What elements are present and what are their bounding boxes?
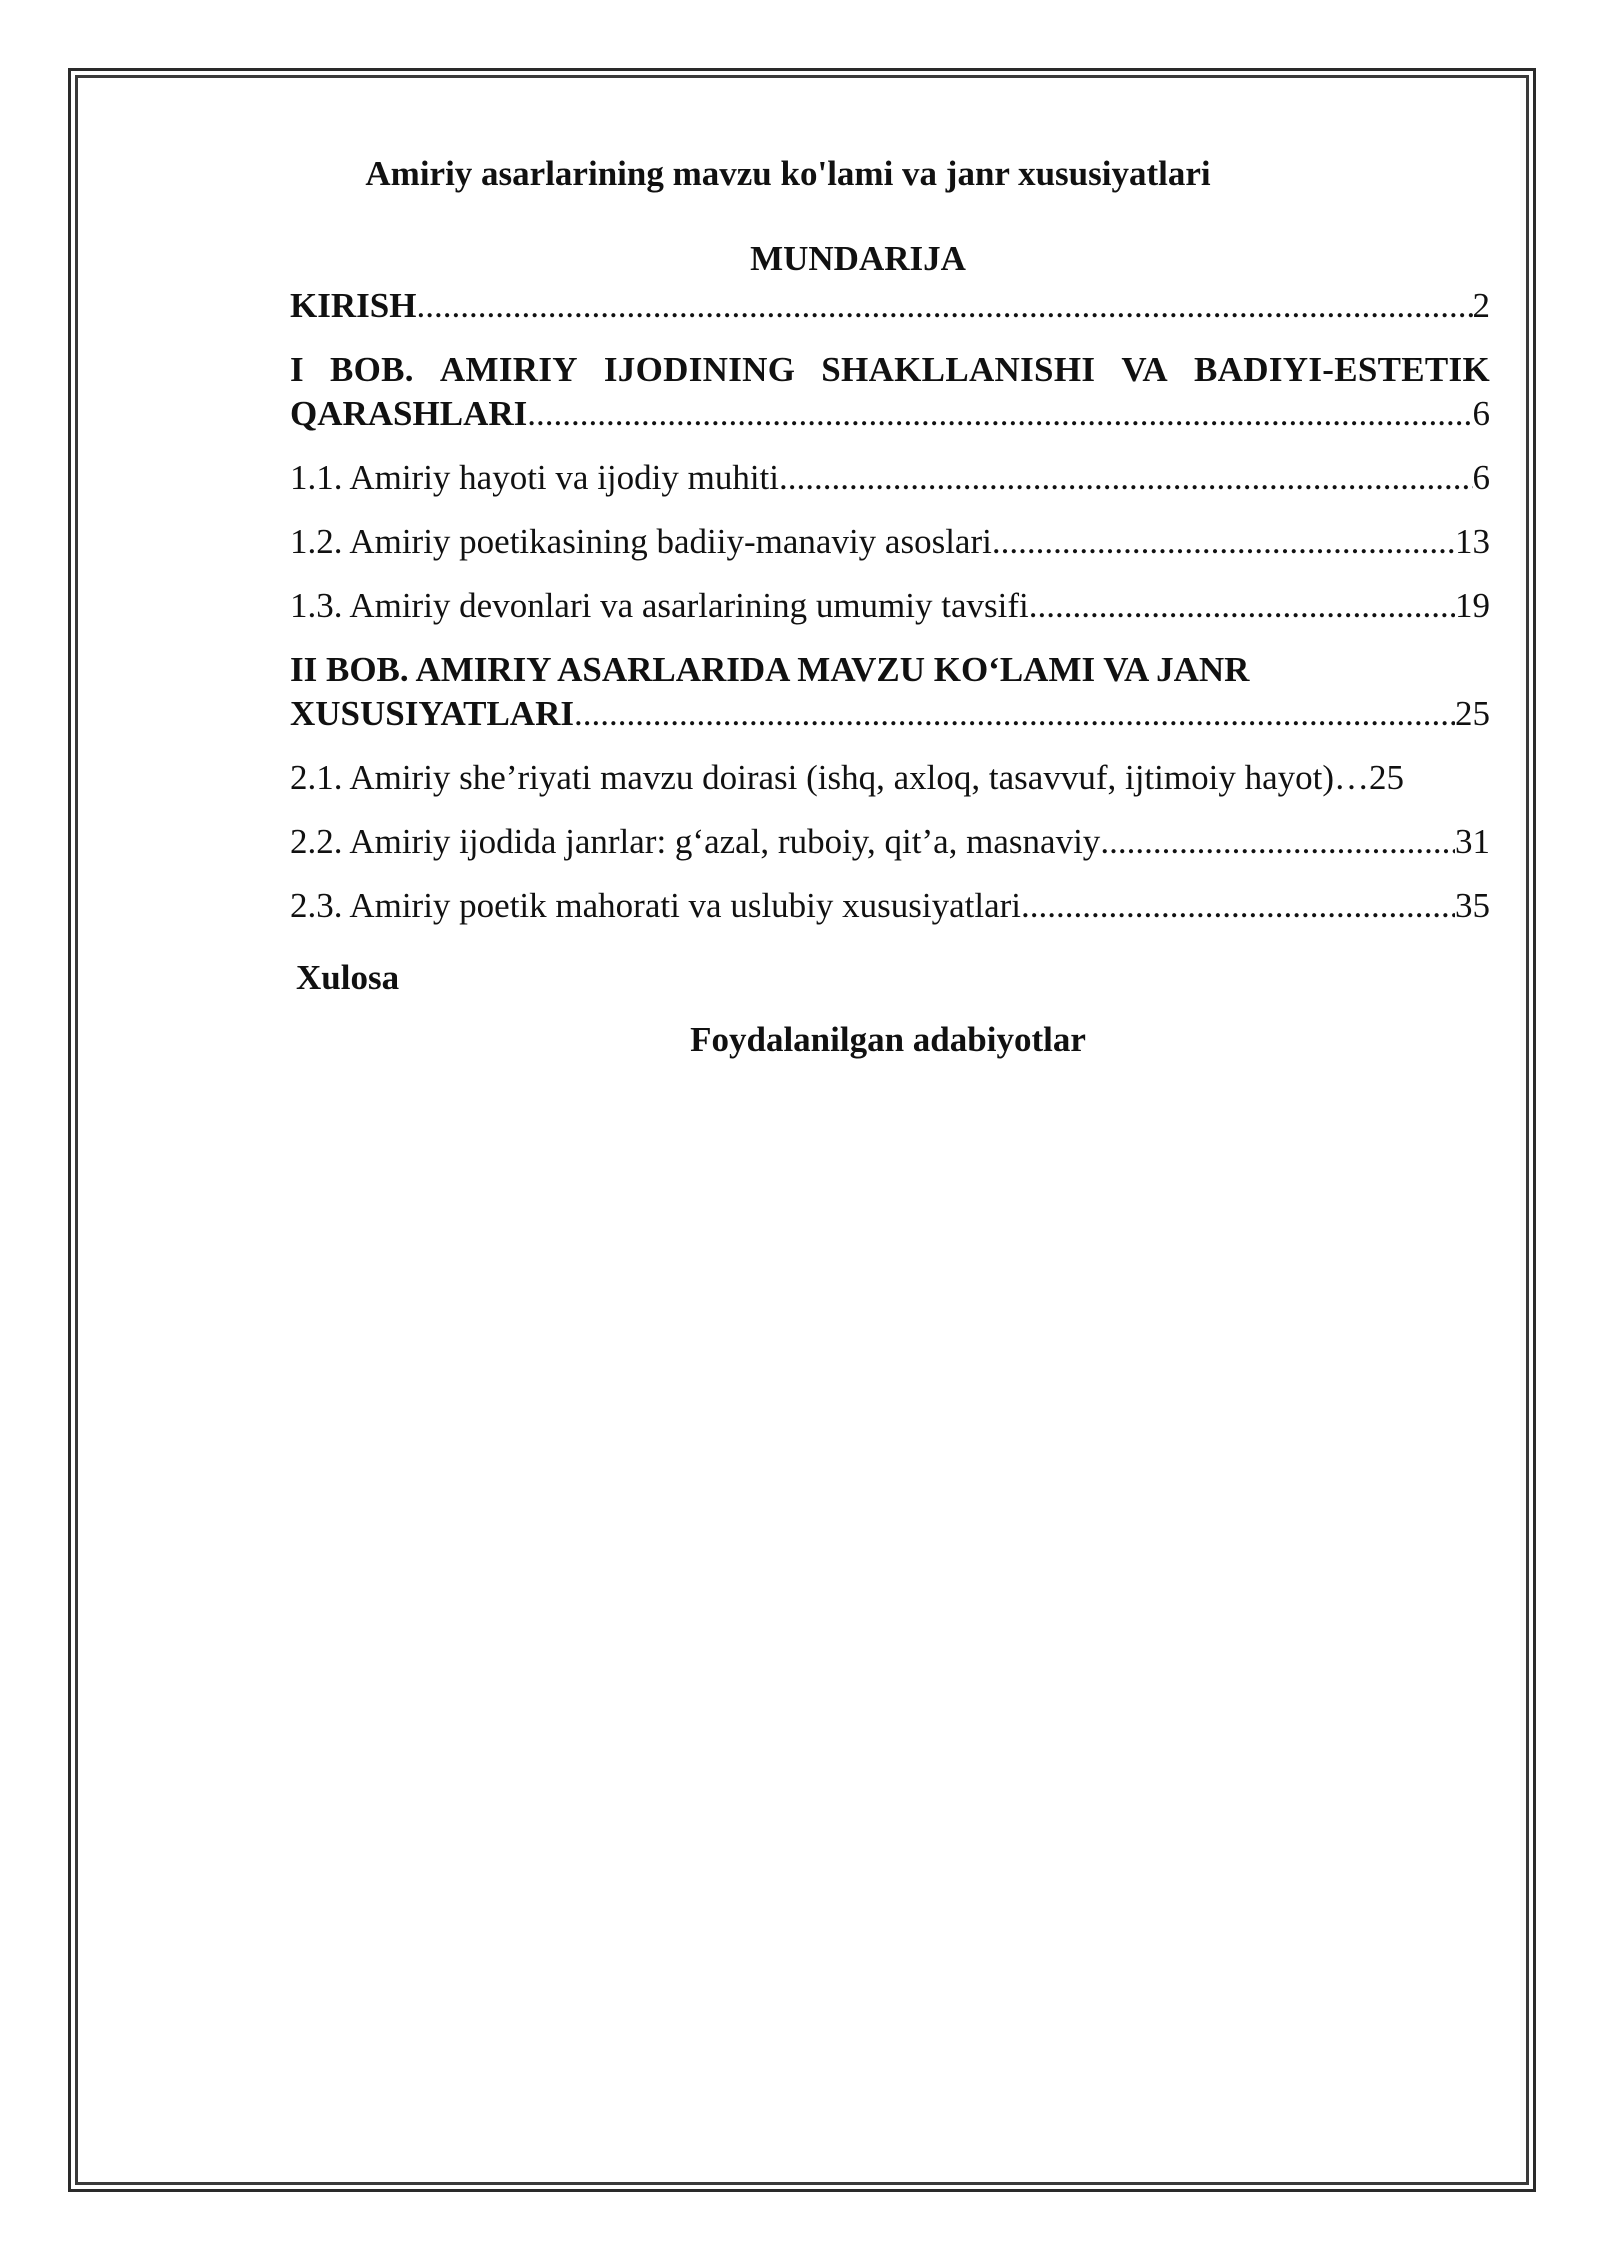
toc-page-number: 13 (1455, 522, 1490, 561)
dot-leader (992, 520, 1455, 564)
toc-entry-label: 1.1. Amiriy hayoti va ijodiy muhiti (290, 458, 780, 497)
toc-entry-label: KIRISH (290, 286, 417, 325)
toc-page-number: 6 (1472, 458, 1490, 497)
chapter-1-word: SHAKLLANISHI (821, 350, 1096, 389)
dot-leader (416, 284, 1472, 328)
toc-page-number: 31 (1455, 822, 1490, 861)
toc-page-number: 25 (1368, 758, 1404, 797)
toc-entry-section-1-1[interactable] (290, 456, 1490, 500)
dot-leader (574, 692, 1455, 736)
toc-entry-label: 2.1. Amiriy she’riyati mavzu doirasi (ishq, axloq, tasavvuf, ijtimoiy hayot) (290, 758, 1334, 797)
toc-page-number: 19 (1455, 586, 1490, 625)
toc-entry-conclusion[interactable]: Xulosa (296, 958, 400, 997)
toc-page-number: 25 (1455, 694, 1490, 733)
chapter-1-word: BOB. (329, 350, 414, 389)
toc-entry-label: 2.3. Amiriy poetik mahorati va uslubiy xususiyatlari (290, 886, 1022, 925)
toc-entry-section-1-2[interactable] (290, 520, 1490, 564)
toc-entry-intro[interactable] (290, 284, 1490, 328)
toc-entry-section-1-3[interactable] (290, 584, 1490, 628)
toc-entry-label: 1.2. Amiriy poetikasining badiiy-manaviy asoslari (290, 522, 992, 561)
chapter-1-word: IJODINING (603, 350, 796, 389)
toc-entry-section-2-1[interactable] (290, 756, 1490, 800)
toc-heading: MUNDARIJA (750, 239, 966, 278)
dot-leader (1100, 820, 1455, 864)
toc-entry-section-2-3[interactable] (290, 884, 1490, 928)
dot-leader (527, 392, 1472, 436)
toc-entry-label: XUSUSIYATLARI (290, 694, 574, 733)
toc-entry-references[interactable]: Foydalanilgan adabiyotlar (690, 1020, 1086, 1059)
chapter-1-title-line (290, 348, 1490, 392)
chapter-2-title-line-2 (290, 692, 1490, 736)
document-title: Amiriy asarlarining mavzu ko'lami va janr xususiyatlari (365, 154, 1211, 193)
table-of-contents (290, 284, 1490, 928)
dot-leader (1029, 584, 1455, 628)
chapter-1-title-line-2 (290, 392, 1490, 436)
toc-entry-label: QARASHLARI (290, 394, 528, 433)
toc-entry-label: 1.3. Amiriy devonlari va asarlarining umumiy tavsifi (290, 586, 1029, 625)
toc-entry-label: 2.2. Amiriy ijodida janrlar: g‘azal, ruboiy, qit’a, masnaviy (290, 822, 1101, 861)
chapter-1-word: VA (1121, 350, 1168, 389)
chapter-1-word: BADIYI-ESTETIK (1194, 350, 1490, 389)
toc-page-number: 2 (1472, 286, 1490, 325)
dot-leader (1021, 884, 1455, 928)
toc-entry-chapter-1[interactable] (290, 348, 1490, 436)
chapter-2-title-line: II BOB. AMIRIY ASARLARIDA MAVZU KO‘LAMI VA JANR (290, 650, 1250, 689)
toc-entry-chapter-2[interactable] (290, 648, 1490, 736)
chapter-1-word: AMIRIY (439, 350, 578, 389)
chapter-1-word: I (290, 350, 304, 389)
toc-entry-section-2-2[interactable] (290, 820, 1490, 864)
dot-leader (779, 456, 1472, 500)
ellipsis-leader: … (1333, 758, 1369, 797)
toc-page-number: 6 (1472, 394, 1490, 433)
toc-page-number: 35 (1455, 886, 1490, 925)
